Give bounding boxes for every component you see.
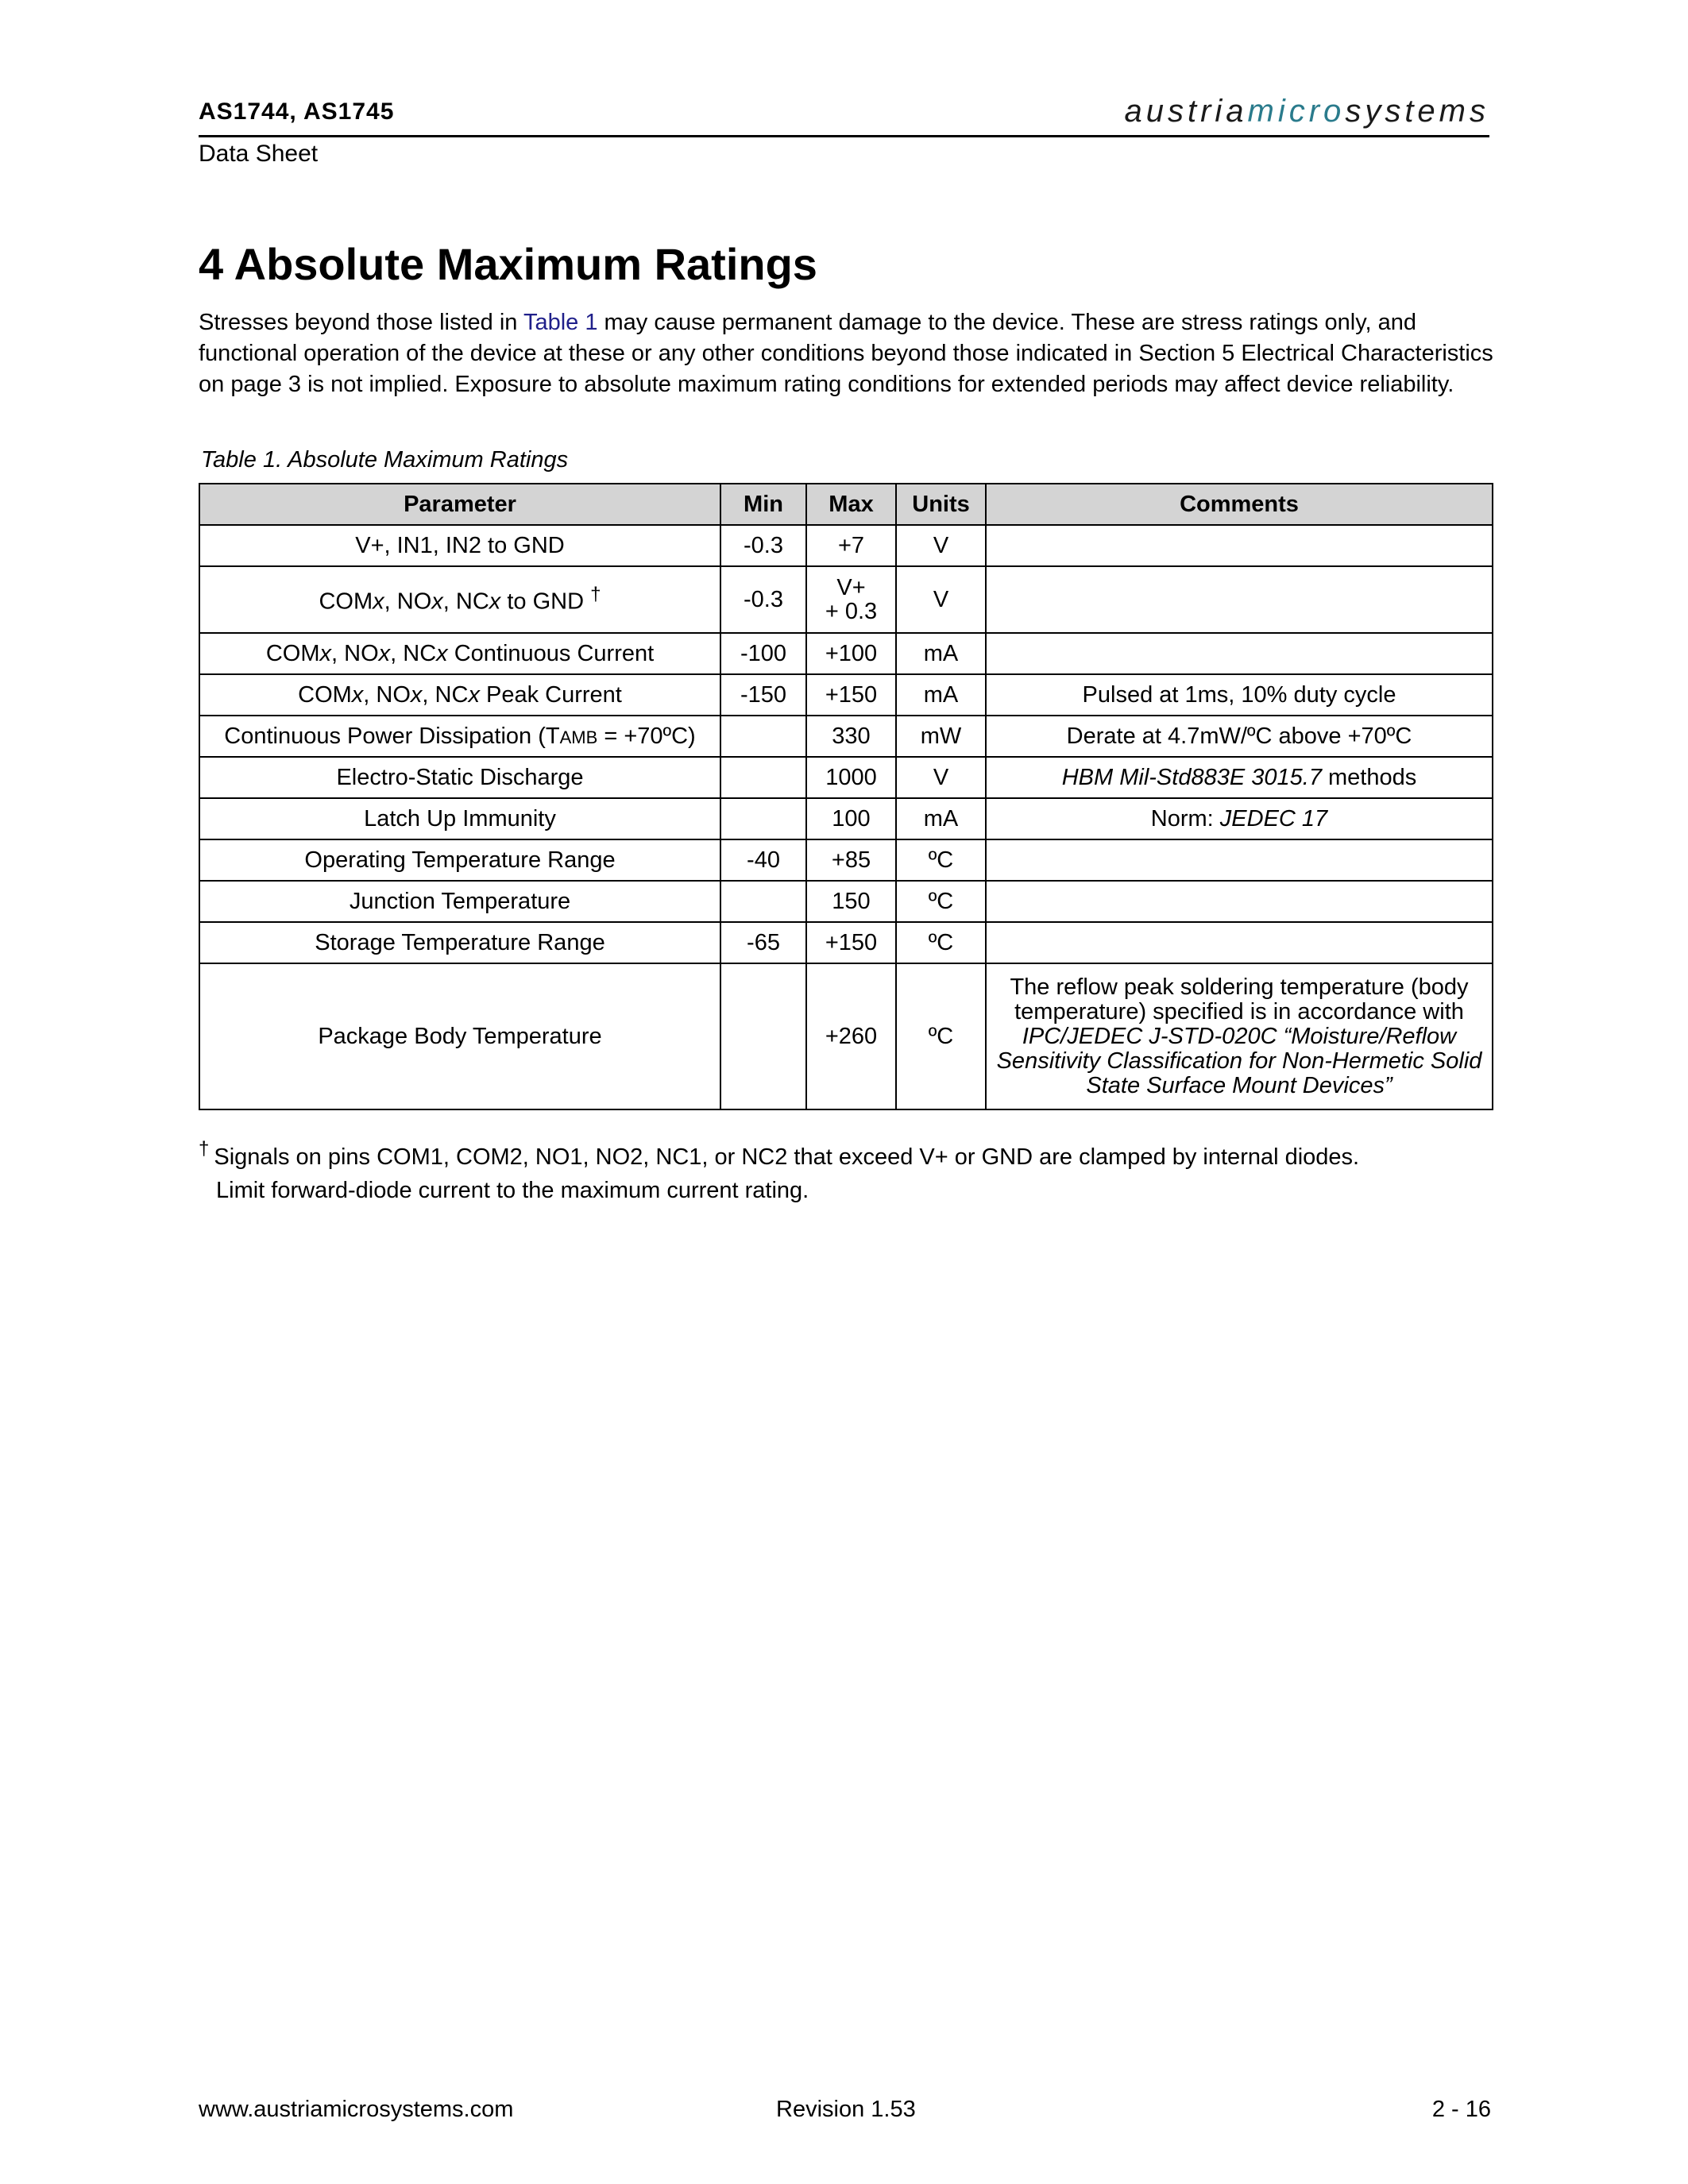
cell-comments: Derate at 4.7mW/ºC above +70ºC [986, 716, 1493, 757]
cell-comments [986, 633, 1493, 674]
cell-comments [986, 922, 1493, 963]
table-row [199, 922, 1493, 963]
cell-units: V [896, 757, 986, 798]
cell-min: -0.3 [720, 525, 806, 566]
intro-text-end: may cause permanent damage to the device. These are stress ratings only, and functional operation of the device at these or any other conditions beyond those indicated in Section 5 Electrical Characteristics on page 3 is not implied. Exposure to absolute maximum rating conditions for extended periods may affect device reliability. [199, 310, 1493, 397]
cell-max: 1000 [806, 757, 896, 798]
section-title: 4 Absolute Maximum Ratings [199, 239, 817, 289]
company-logo [1124, 94, 1489, 129]
cell-comments: Pulsed at 1ms, 10% duty cycle [986, 674, 1493, 716]
footer-website[interactable]: www.austriamicrosystems.com [199, 2097, 514, 2122]
cell-min [720, 798, 806, 839]
cell-parameter: Operating Temperature Range [199, 839, 720, 881]
cell-parameter: V+, IN1, IN2 to GND [199, 525, 720, 566]
cell-parameter: COMx, NOx, NCx Continuous Current [199, 633, 720, 674]
cell-units: ºC [896, 963, 986, 1109]
cell-units: mW [896, 716, 986, 757]
header-doc-type: Data Sheet [199, 141, 319, 167]
table-1-link[interactable]: Table 1 [523, 310, 598, 335]
cell-comments [986, 839, 1493, 881]
header-comments: Comments [986, 484, 1493, 525]
footnote-line-1: Signals on pins COM1, COM2, NO1, NO2, NC1, or NC2 that exceed V+ or GND are clamped by internal diodes. [214, 1144, 1360, 1170]
table-row [199, 881, 1493, 922]
cell-min: -65 [720, 922, 806, 963]
cell-min [720, 757, 806, 798]
cell-min: -150 [720, 674, 806, 716]
cell-max: 150 [806, 881, 896, 922]
dagger-mark: † [590, 584, 601, 606]
table-row [199, 963, 1493, 1109]
footnote-line-2: Limit forward-diode current to the maximum current rating. [216, 1178, 809, 1203]
cell-units: ºC [896, 839, 986, 881]
cell-min: -40 [720, 839, 806, 881]
table-header-row [199, 484, 1493, 525]
header-rule [199, 135, 1489, 137]
cell-min: -0.3 [720, 566, 806, 633]
footer-page-number: 2 - 16 [1431, 2097, 1491, 2122]
cell-parameter: COMx, NOx, NCx Peak Current [199, 674, 720, 716]
cell-comments: HBM Mil-Std883E 3015.7 methods [986, 757, 1493, 798]
intro-paragraph [199, 307, 1493, 400]
cell-min [720, 881, 806, 922]
header-parameter: Parameter [199, 484, 720, 525]
cell-max: 100 [806, 798, 896, 839]
table-caption: Table 1. Absolute Maximum Ratings [201, 447, 569, 473]
table-row [199, 716, 1493, 757]
footer-revision: Revision 1.53 [776, 2097, 916, 2122]
absolute-max-ratings-table [199, 483, 1493, 1110]
cell-max: V+ + 0.3 [806, 566, 896, 633]
table-row [199, 566, 1493, 633]
cell-comments: The reflow peak soldering temperature (body temperature) specified is in accordance with IPC/JEDEC J-STD-020C “Moisture/Reflow Sensitivity Classification for Non-Hermetic Solid State Surface Mount Devices” [986, 963, 1493, 1109]
logo-part-systems: systems [1345, 94, 1489, 129]
footnote-dagger: † [199, 1138, 210, 1160]
footnote [199, 1138, 1501, 1206]
table-row [199, 839, 1493, 881]
cell-units: V [896, 525, 986, 566]
table-row [199, 525, 1493, 566]
cell-units: mA [896, 674, 986, 716]
cell-parameter: Junction Temperature [199, 881, 720, 922]
cell-max: 330 [806, 716, 896, 757]
cell-min [720, 716, 806, 757]
cell-min [720, 963, 806, 1109]
cell-comments [986, 525, 1493, 566]
cell-parameter: Package Body Temperature [199, 963, 720, 1109]
logo-part-austria: austria [1124, 94, 1248, 129]
cell-max: +150 [806, 922, 896, 963]
cell-units: mA [896, 798, 986, 839]
header-units: Units [896, 484, 986, 525]
cell-units: ºC [896, 922, 986, 963]
cell-parameter: Latch Up Immunity [199, 798, 720, 839]
table-row [199, 757, 1493, 798]
logo-part-micro: micro [1247, 94, 1346, 129]
cell-parameter: COMx, NOx, NCx to GND † [199, 566, 720, 633]
cell-units: ºC [896, 881, 986, 922]
header-min: Min [720, 484, 806, 525]
cell-parameter: Storage Temperature Range [199, 922, 720, 963]
header-part-numbers: AS1744, AS1745 [199, 98, 395, 125]
cell-comments: Norm: JEDEC 17 [986, 798, 1493, 839]
table-row [199, 674, 1493, 716]
cell-max: +85 [806, 839, 896, 881]
header-max: Max [806, 484, 896, 525]
cell-parameter: Electro-Static Discharge [199, 757, 720, 798]
table-row [199, 633, 1493, 674]
cell-units: V [896, 566, 986, 633]
cell-parameter: Continuous Power Dissipation (TAMB = +70ºC) [199, 716, 720, 757]
intro-text-start: Stresses beyond those listed in [199, 310, 523, 335]
cell-min: -100 [720, 633, 806, 674]
cell-max: +100 [806, 633, 896, 674]
cell-max: +150 [806, 674, 896, 716]
cell-max: +7 [806, 525, 896, 566]
cell-units: mA [896, 633, 986, 674]
cell-max: +260 [806, 963, 896, 1109]
cell-comments [986, 566, 1493, 633]
cell-comments [986, 881, 1493, 922]
table-row [199, 798, 1493, 839]
